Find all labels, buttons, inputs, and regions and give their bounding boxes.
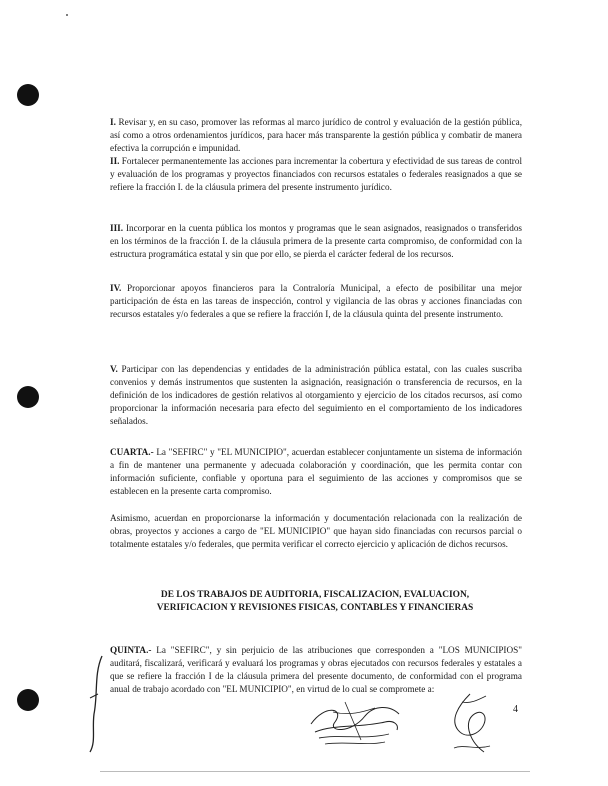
section-heading [100, 589, 530, 615]
clause-cuarta [110, 446, 522, 498]
clause-iii-text: Incorporar en la cuenta pública los montos y programas que le sean asignados, reasignados o transferidos en los términos de la fracción I. de la cláusula primera de la presente carta compromiso, de conformidad con la estructura programática estatal y sin que por ello, se pierda el carácter federal de los recursos. [110, 223, 522, 260]
clause-iv-text: Proporcionar apoyos financieros para la Contraloría Municipal, a efecto de posibilitar una mejor participación de ésta en las tareas de inspección, control y vigilancia de las obras y acciones financiadas con recursos estatales y/o federales a que se refiere la fracción I, de la cláusula quinta del presente instrumento. [110, 283, 522, 320]
paragraph-asimismo [110, 512, 522, 551]
clause-iii [110, 222, 522, 261]
footer-rule [100, 771, 530, 772]
clause-iv [110, 282, 522, 321]
clause-ii-text: Fortalecer permanentemente las acciones para incrementar la cobertura y efectividad de sus tareas de control y evaluación de los programas y proyectos financiados con recursos estatales o federales reasignados a que se refiere la fracción I. de la cláusula primera del presente instrumento jurídico. [110, 156, 522, 193]
clause-quinta [110, 644, 522, 696]
clause-iii-number: III. [110, 223, 124, 233]
page-number: 4 [513, 704, 518, 715]
clause-v-text: Participar con las dependencias y entidades de la administración pública estatal, con las cuales suscriba convenios y demás instrumentos que sustenten la asignación, reasignación o transferencia de recursos, en la definición de los indicadores de gestión relativos al otorgamiento y ejercicio de los citados recursos, así como proporcionar la información necesaria para efecto del seguimiento en el comportamiento de los indicadores señalados. [110, 364, 522, 427]
scan-speck [66, 14, 68, 16]
clause-ii-number: II. [110, 156, 120, 166]
clause-v [110, 363, 522, 428]
margin-bracket-mark [86, 654, 106, 754]
clause-i [110, 116, 522, 155]
signature [305, 694, 405, 750]
punch-hole-middle [17, 386, 39, 408]
section-heading-line-1: DE LOS TRABAJOS DE AUDITORIA, FISCALIZACION, EVALUACION, [160, 590, 470, 600]
section-heading-line-2: VERIFICACION Y REVISIONES FISICAS, CONTABLES Y FINANCIERAS [156, 603, 474, 613]
clause-cuarta-label: CUARTA.- [110, 447, 154, 457]
initial-mark [440, 690, 504, 760]
punch-hole-bottom [17, 689, 39, 711]
clause-i-text: Revisar y, en su caso, promover las reformas al marco jurídico de control y evaluación de la gestión pública, así como a otros ordenamientos jurídicos, para hacer más transparente la gestión pública y combatir de manera efectiva la corrupción e impunidad. [110, 117, 522, 154]
clause-iv-number: IV. [110, 283, 122, 293]
clause-i-number: I. [110, 117, 116, 127]
clause-v-number: V. [110, 364, 118, 374]
clause-ii [110, 155, 522, 194]
paragraph-asimismo-text: Asimismo, acuerdan en proporcionarse la información y documentación relacionada con la realización de obras, proyectos y acciones a cargo de "EL MUNICIPIO" que hayan sido financiadas con recursos parcial o totalmente estatales y/o federales, que permita verificar el correcto ejercicio y aplicación de dichos recursos. [110, 513, 522, 550]
clause-quinta-text: La "SEFIRC", y sin perjuicio de las atribuciones que corresponden a "LOS MUNICIPIOS" auditará, fiscalizará, verificará y evaluará los programas y obras ejecutados con recursos federales y estatales a que se refiere la fracción I de la cláusula primera del presente documento, de conformidad con el programa anual de trabajo acordado con "EL MUNICIPIO", en virtud de lo cual se compromete a: [110, 645, 522, 695]
clause-cuarta-text: La "SEFIRC" y "EL MUNICIPIO", acuerdan establecer conjuntamente un sistema de información a fin de mantener una permanente y adecuada colaboración y coordinación, que les permita contar con información suficiente, confiable y oportuna para el seguimiento de las acciones y compromisos que se establecen en la presente carta compromiso. [110, 447, 522, 497]
punch-hole-top [17, 84, 39, 106]
clause-quinta-label: QUINTA.- [110, 645, 152, 655]
